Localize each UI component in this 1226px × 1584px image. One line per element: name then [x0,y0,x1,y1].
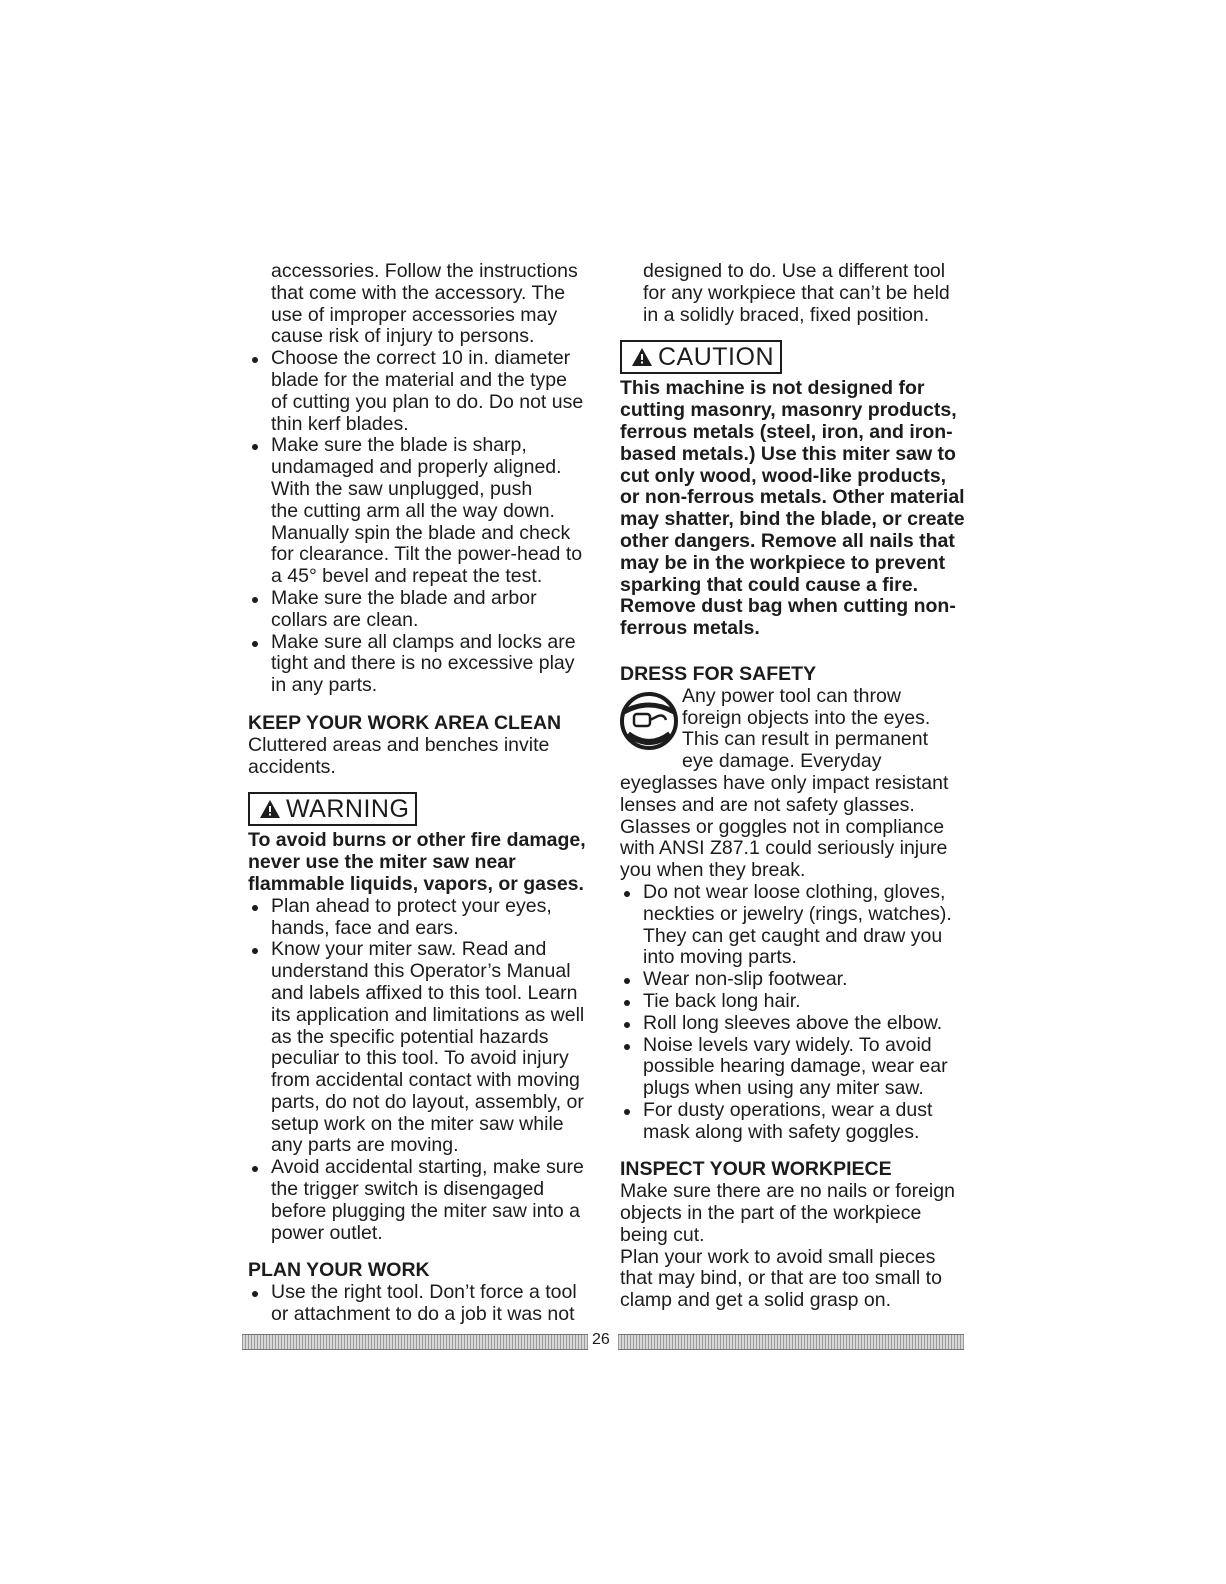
bullet-item [248,939,593,1157]
text-line: lenses and are not safety glasses. [620,793,915,816]
text-line: Avoid accidental starting, make sure [271,1156,584,1179]
text-line: a 45° bevel and repeat the test. [271,565,543,588]
text-line: eye damage. Everyday [682,750,882,773]
text-line: clamp and get a solid grasp on. [620,1289,892,1312]
text-line: thin kerf blades. [271,412,409,435]
caution-text [620,378,970,640]
text-line: setup work on the miter saw while [271,1112,564,1135]
text-line: Manually spin the blade and check [271,521,571,544]
safety-goggles-icon [620,690,678,752]
plan-work-heading: PLAN YOUR WORK [248,1259,430,1282]
bullet-item [248,435,593,588]
text-line: of cutting you plan to do. Do not use [271,390,584,413]
warning-label: WARNING [286,795,410,824]
caution-label-box [620,340,782,374]
bullet-list-dress [620,882,970,1144]
text-line: into moving parts. [643,946,797,969]
text-line: To avoid burns or other fire damage, [248,829,586,852]
text-line: cause risk of injury to persons. [271,325,535,348]
text-line: hands, face and ears. [271,916,459,939]
bullet-list-plan [248,1282,593,1326]
inspect-workpiece-heading: INSPECT YOUR WORKPIECE [620,1158,892,1181]
bullet-item [620,1035,970,1100]
text-line: the cutting arm all the way down. [271,499,555,522]
continued-paragraph [620,261,970,326]
bullet-list-general [248,896,593,1245]
text-line: may be in the workpiece to prevent [620,551,946,574]
text-line: With the saw unplugged, push [271,477,533,500]
text-line: peculiar to this tool. To avoid injury [271,1047,569,1070]
bullet-item [248,632,593,697]
text-line: Tie back long hair. [643,989,801,1012]
text-line: being cut. [620,1223,705,1246]
bullet-item [248,348,593,435]
bullet-item [248,588,593,632]
bullet-item [620,1100,970,1144]
text-line: Cluttered areas and benches invite [248,733,550,756]
text-line: the trigger switch is disengaged [271,1178,545,1201]
dress-for-safety-heading: DRESS FOR SAFETY [620,662,817,685]
text-line: Plan ahead to protect your eyes, [271,894,552,917]
text-line: possible hearing damage, wear ear [643,1055,948,1078]
text-line: mask along with safety goggles. [643,1120,920,1143]
bullet-item [248,1282,593,1326]
eye-protection-block [620,686,970,773]
text-line: Roll long sleeves above the elbow. [643,1011,943,1034]
eyeglasses-text [620,773,970,882]
text-line: Glasses or goggles not in compliance [620,815,945,838]
text-line: understand this Operator’s Manual [271,960,571,983]
text-line: its application and limitations as well [271,1003,585,1026]
text-line: or non-ferrous metals. Other material [620,486,965,509]
text-line: from accidental contact with moving [271,1069,580,1092]
text-line: This can result in permanent [682,728,929,751]
text-line: Know your miter saw. Read and [271,938,547,961]
text-line: may shatter, bind the blade, or create [620,508,965,531]
warning-label-box [248,792,417,826]
text-line: with ANSI Z87.1 could seriously injure [620,837,948,860]
text-line: never use the miter saw near [248,851,516,874]
footer-bar-right [618,1334,964,1350]
keep-work-area-heading: KEEP YOUR WORK AREA CLEAN [248,711,562,734]
text-line: any parts are moving. [271,1134,459,1157]
text-line: cutting masonry, masonry products, [620,399,957,422]
text-line: that may bind, or that are too small to [620,1267,942,1290]
text-line: as the specific potential hazards [271,1025,549,1048]
bullet-item [248,896,593,940]
inspect-text-1 [620,1181,970,1246]
bullet-item [248,1157,593,1244]
page-number: 26 [592,1331,610,1348]
text-line: sparking that could cause a fire. [620,573,919,596]
text-line: objects in the part of the workpiece [620,1202,922,1225]
text-line: blade for the material and the type [271,368,567,391]
text-line: plugs when using any miter saw. [643,1077,924,1100]
text-line: Choose the correct 10 in. diameter [271,347,571,370]
text-line: that come with the accessory. The [271,281,566,304]
text-line: power outlet. [271,1221,383,1244]
text-line: cut only wood, wood-like products, [620,464,947,487]
bullet-item [620,969,970,991]
text-line: for any workpiece that can’t be held [643,281,950,304]
text-line: based metals.) Use this miter saw to [620,442,956,465]
text-line: undamaged and properly aligned. [271,456,562,479]
text-line: accessories. Follow the instructions [271,260,578,282]
text-line: before plugging the miter saw into a [271,1199,580,1222]
text-line: eyeglasses have only impact resistant [620,771,949,794]
bullet-list-blade [248,348,593,697]
keep-work-area-text [248,735,593,779]
text-line: Make sure there are no nails or foreign [620,1180,955,1203]
text-line: Remove dust bag when cutting non- [620,595,956,618]
text-line: designed to do. Use a different tool [643,260,946,282]
inspect-text-2 [620,1247,970,1312]
text-line: Make sure the blade is sharp, [271,434,527,457]
text-line: for clearance. Tilt the power-head to [271,543,583,566]
text-line: ferrous metals. [620,617,760,640]
caution-label: CAUTION [658,343,774,372]
footer-bar-left [242,1334,588,1350]
bullet-item [620,991,970,1013]
text-line: other dangers. Remove all nails that [620,529,955,552]
warning-triangle-icon [260,800,280,818]
text-line: use of improper accessories may [271,303,558,326]
text-line: This machine is not designed for [620,377,925,400]
text-line: or attachment to do a job it was not [271,1303,575,1326]
text-line: and labels affixed to this tool. Learn [271,981,578,1004]
text-line: Make sure the blade and arbor [271,586,537,609]
text-line: you when they break. [620,859,806,882]
text-line: Any power tool can throw [682,684,901,707]
right-column [620,261,970,1312]
text-line: Wear non-slip footwear. [643,968,848,991]
caution-triangle-icon [632,348,652,366]
text-line: ferrous metals (steel, iron, and iron- [620,420,953,443]
bullet-item [620,882,970,969]
bullet-item [620,1013,970,1035]
text-line: parts, do not do layout, assembly, or [271,1090,584,1113]
text-line: tight and there is no excessive play [271,652,575,675]
text-line: For dusty operations, wear a dust [643,1098,933,1121]
text-line: Plan your work to avoid small pieces [620,1245,936,1268]
text-line: in any parts. [271,674,378,697]
text-line: neckties or jewelry (rings, watches). [643,902,952,925]
text-line: They can get caught and draw you [643,924,943,947]
warning-text [248,830,593,895]
text-line: accidents. [248,755,336,778]
text-line: foreign objects into the eyes. [682,706,931,729]
text-line: Noise levels vary widely. To avoid [643,1033,932,1056]
text-line: Do not wear loose clothing, gloves, [643,880,946,903]
text-line: Make sure all clamps and locks are [271,630,576,653]
text-line: Use the right tool. Don’t force a tool [271,1281,577,1304]
text-line: collars are clean. [271,608,419,631]
intro-paragraph [248,261,593,348]
text-line: in a solidly braced, fixed position. [643,303,930,326]
left-column [248,261,593,1326]
text-line: flammable liquids, vapors, or gases. [248,872,584,895]
